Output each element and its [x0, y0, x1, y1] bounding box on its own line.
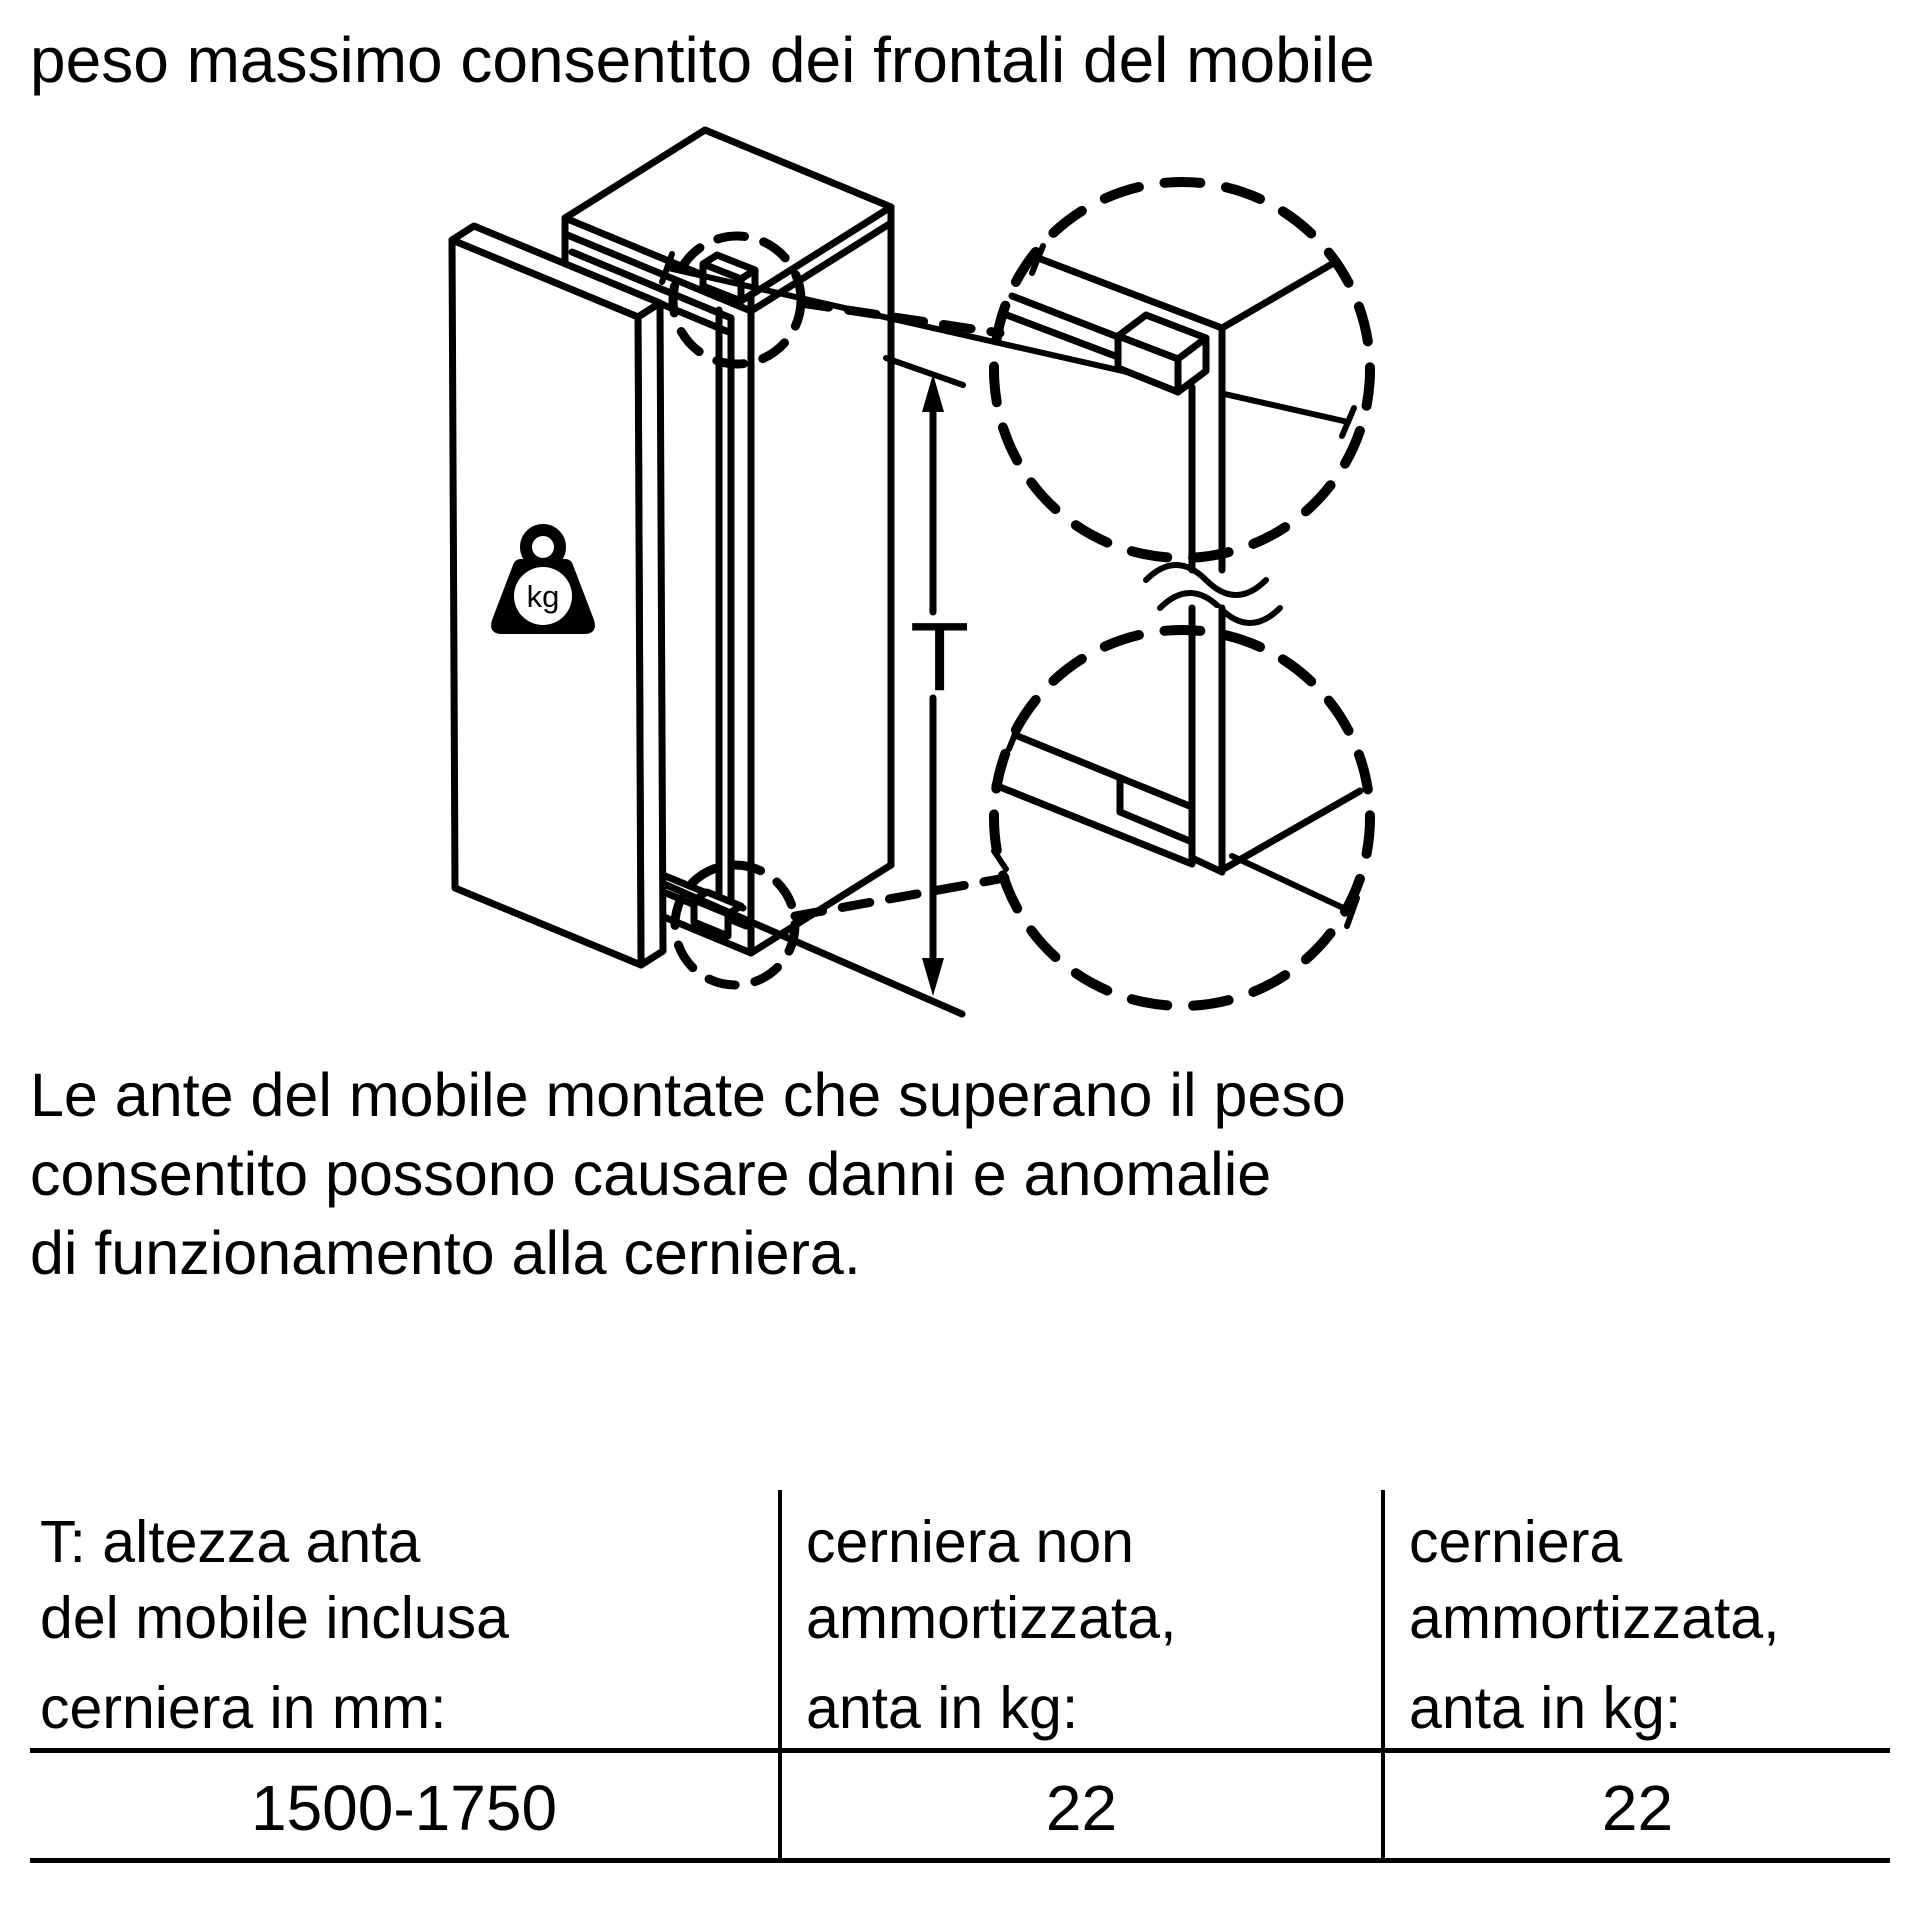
page-title: peso massimo consentito dei frontali del mobile	[30, 24, 1375, 96]
leader-dashed-bottom	[795, 878, 1005, 916]
magnified-detail-bottom	[994, 608, 1370, 1006]
table-value-height-range: 1500-1750	[250, 1772, 558, 1844]
installation-diagram	[0, 100, 1920, 1055]
table-value-damped-kg: 22	[1381, 1753, 1890, 1858]
table-header-damped-hinge: cerniera ammortizzata, anta in kg:	[1381, 1490, 1890, 1753]
kg-label: kg	[526, 579, 560, 614]
magnified-detail-top	[994, 182, 1370, 570]
arrowhead-down-icon	[922, 958, 944, 996]
table-value-non-damped-kg: 22	[778, 1753, 1381, 1858]
table-header-non-damped-hinge: cerniera non ammortizzata, anta in kg:	[778, 1490, 1381, 1753]
warning-line: consentito possono causare danni e anomalie	[30, 1140, 1272, 1208]
warning-line: Le ante del mobile montate che superano il peso	[30, 1061, 1346, 1129]
warning-text	[30, 1056, 1346, 1293]
warning-line: di funzionamento alla cerniera.	[30, 1219, 861, 1287]
dimension-label: T	[910, 602, 970, 711]
table-header-door-height: T: altezza anta del mobile inclusa cerniera in mm:	[30, 1490, 778, 1753]
leader-dashed-top	[801, 303, 1000, 333]
weight-spec-table	[30, 1490, 1890, 1863]
